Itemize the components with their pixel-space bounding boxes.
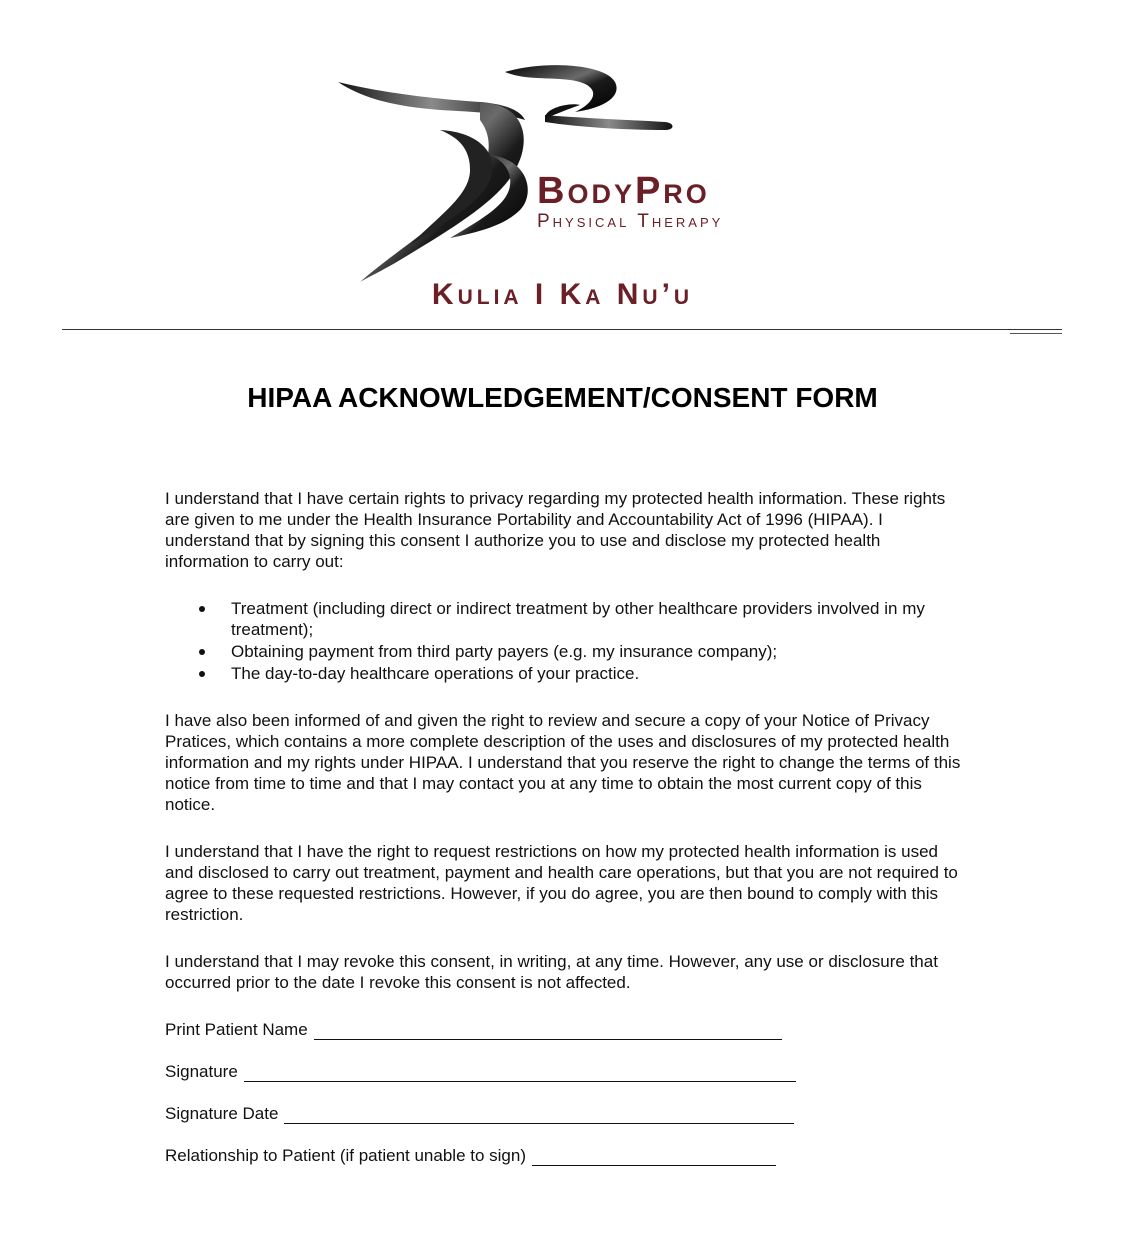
bullet-icon bbox=[199, 606, 205, 612]
form-title: HIPAA ACKNOWLEDGEMENT/CONSENT FORM bbox=[247, 382, 878, 413]
relationship-field[interactable] bbox=[532, 1149, 776, 1166]
patient-name-label: Print Patient Name bbox=[165, 1020, 308, 1039]
bullet-icon bbox=[199, 649, 205, 655]
signature-row bbox=[165, 1061, 965, 1082]
relationship-label: Relationship to Patient (if patient unable to sign) bbox=[165, 1146, 527, 1165]
revoke-paragraph: I understand that I may revoke this consent, in writing, at any time. However, any use or disclosure that occurred prior to the date I revoke this consent is not affected. bbox=[165, 952, 938, 992]
header-divider bbox=[62, 329, 1062, 330]
relationship-row bbox=[165, 1145, 965, 1166]
form-body bbox=[165, 488, 965, 1187]
consent-purposes-list bbox=[165, 598, 965, 684]
list-item bbox=[165, 663, 965, 684]
brand-subtitle: Physical Therapy bbox=[537, 211, 724, 232]
header-divider-extension bbox=[1010, 333, 1062, 334]
list-item bbox=[165, 598, 965, 640]
notice-paragraph: I have also been informed of and given the right to review and secure a copy of your Notice of Privacy Pratices, which contains a more complete description of the uses and disclosures of my protected health information and my rights under HIPAA. I understand that you reserve the right to change the terms of this notice from time to time and that I may contact you at any time to obtain the most current copy of this notice. bbox=[165, 711, 961, 814]
letterhead bbox=[0, 0, 1125, 340]
signature-field[interactable] bbox=[244, 1065, 796, 1082]
list-item-text: The day-to-day healthcare operations of your practice. bbox=[231, 664, 640, 683]
list-item-text: Obtaining payment from third party payers (e.g. my insurance company); bbox=[231, 642, 778, 661]
bullet-icon bbox=[199, 671, 205, 677]
signature-label: Signature bbox=[165, 1062, 238, 1081]
signature-date-row bbox=[165, 1103, 965, 1124]
signature-date-label: Signature Date bbox=[165, 1104, 279, 1123]
motto: Kulia I Ka Nu’u bbox=[431, 278, 694, 311]
list-item-text: Treatment (including direct or indirect treatment by other healthcare providers involved in my treatment); bbox=[231, 599, 925, 639]
signature-date-field[interactable] bbox=[284, 1107, 794, 1124]
patient-name-row bbox=[165, 1019, 965, 1040]
restrictions-paragraph: I understand that I have the right to request restrictions on how my protected health information is used and disclosed to carry out treatment, payment and health care operations, but that you are not required to agree to these requested restrictions. However, if you do agree, you are then bound to comply with this restriction. bbox=[165, 842, 958, 924]
intro-paragraph: I understand that I have certain rights to privacy regarding my protected health information. These rights are given to me under the Health Insurance Portability and Accountability Act of 1996 (HIPAA). I understand that by signing this consent I authorize you to use and disclose my protected health information to carry out: bbox=[165, 489, 946, 571]
patient-name-field[interactable] bbox=[314, 1023, 782, 1040]
brand-name: BodyPro bbox=[537, 170, 710, 212]
list-item bbox=[165, 641, 965, 662]
